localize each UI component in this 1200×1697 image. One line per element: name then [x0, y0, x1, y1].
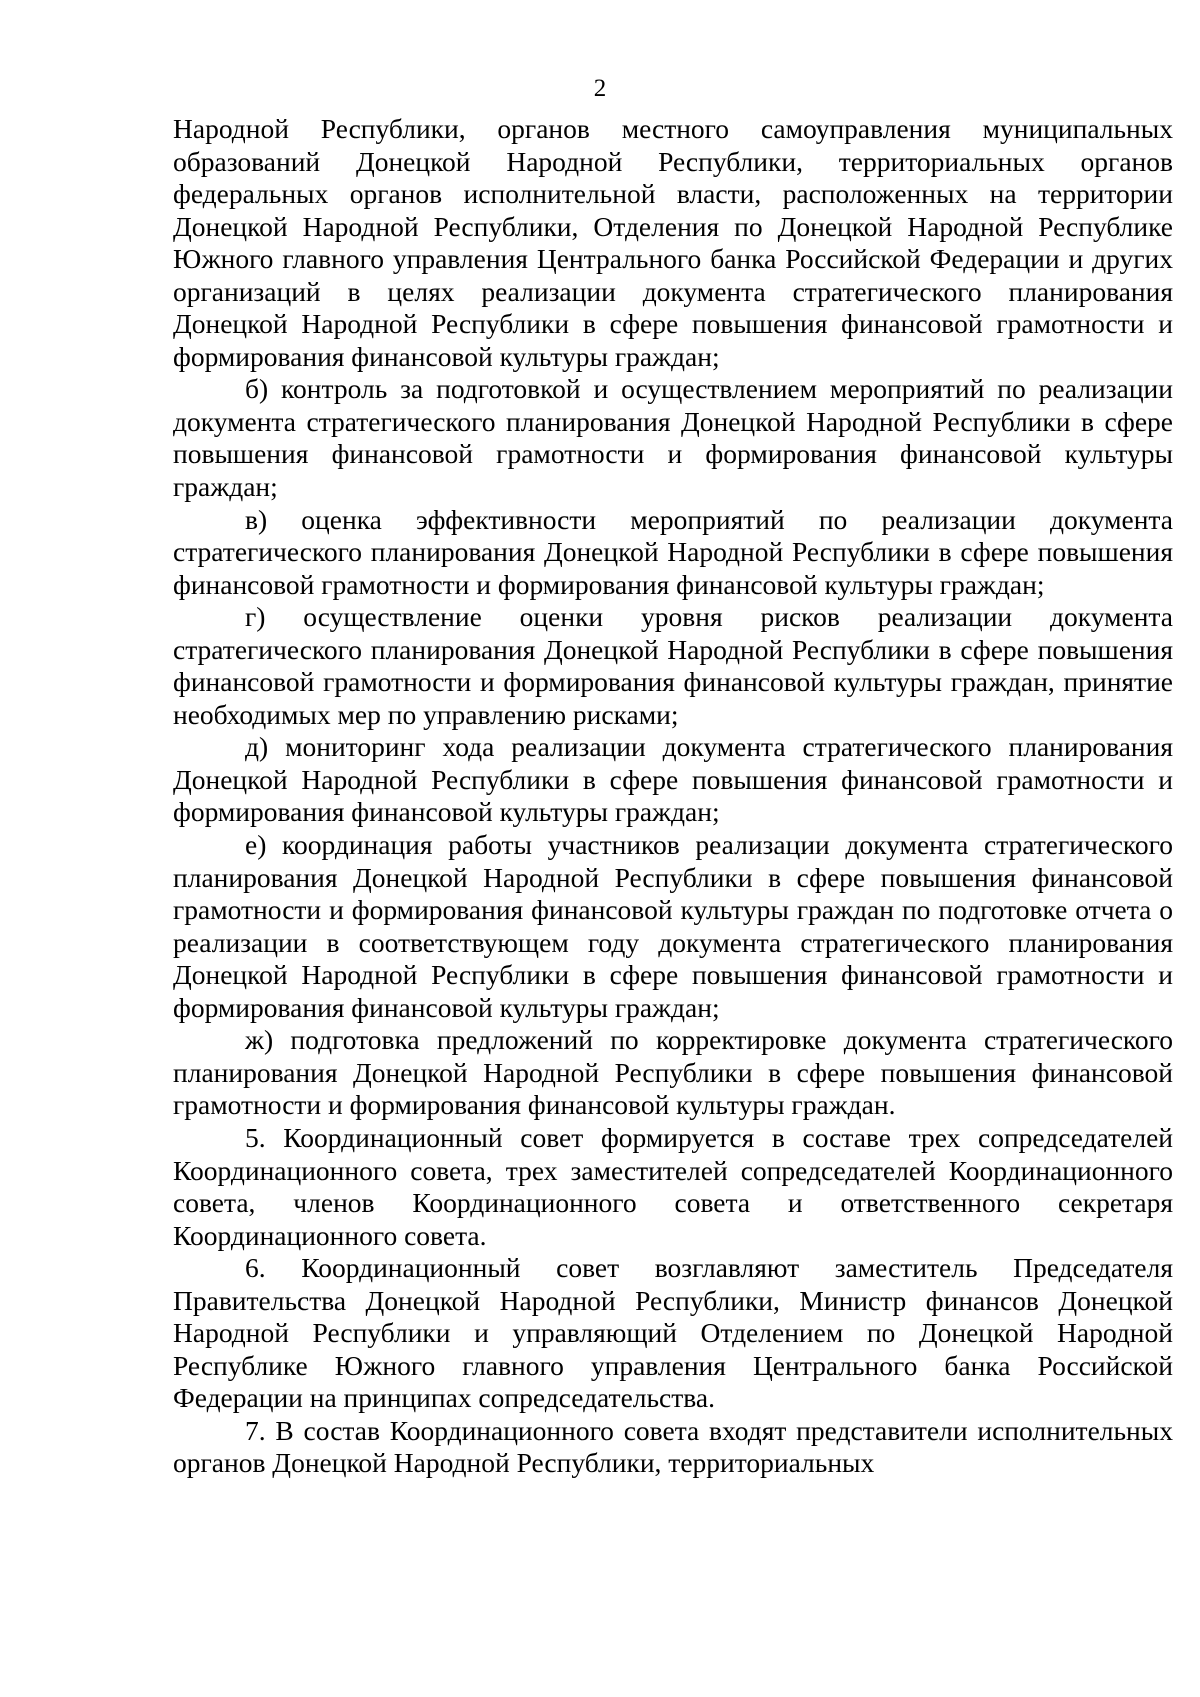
paragraph-clause-6: 6. Координационный совет возглавляют заместитель Председателя Правительства Донецкой Народной Республики, Министр финансов Донецкой Народной Республики и управляющий Отделением по Донецкой Народной Республике Южного главного управления Центрального банка Российской Федерации на принципах сопредседательства. — [173, 1252, 1173, 1414]
paragraph-clause-5: 5. Координационный совет формируется в составе трех сопредседателей Координационного совета, трех заместителей сопредседателей Координационного совета, членов Координационного совета и ответственного секретаря Координационного совета. — [173, 1121, 1173, 1251]
paragraph-item-b: б) контроль за подготовкой и осуществлением мероприятий по реализации документа стратегического планирования Донецкой Народной Республики в сфере повышения финансовой грамотности и формирования финансовой культуры граждан; — [173, 373, 1173, 503]
paragraph-item-zh: ж) подготовка предложений по корректировке документа стратегического планирования Донецкой Народной Республики в сфере повышения финансовой грамотности и формирования финансовой культуры граждан. — [173, 1024, 1173, 1121]
document-body — [173, 113, 1173, 1480]
paragraph-clause-7: 7. В состав Координационного совета входят представители исполнительных органов Донецкой Народной Республики, территориальных — [173, 1414, 1173, 1479]
paragraph-item-e: е) координация работы участников реализации документа стратегического планирования Донецкой Народной Республики в сфере повышения финансовой грамотности и формирования финансовой культуры граждан по подготовке отчета о реализации в соответствующем году документа стратегического планирования Донецкой Народной Республики в сфере повышения финансовой грамотности и формирования финансовой культуры граждан; — [173, 829, 1173, 1023]
paragraph-continuation: Народной Республики, органов местного самоуправления муниципальных образований Донецкой Народной Республики, территориальных органов федеральных органов исполнительной власти, расположенных на территории Донецкой Народной Республики, Отделения по Донецкой Народной Республике Южного главного управления Центрального банка Российской Федерации и других организаций в целях реализации документа стратегического планирования Донецкой Народной Республики в сфере повышения финансовой грамотности и формирования финансовой культуры граждан; — [173, 113, 1173, 372]
paragraph-item-v: в) оценка эффективности мероприятий по реализации документа стратегического планирования Донецкой Народной Республики в сфере повышения финансовой грамотности и формирования финансовой культуры граждан; — [173, 503, 1173, 600]
page-number: 2 — [593, 75, 607, 102]
paragraph-item-g: г) осуществление оценки уровня рисков реализации документа стратегического планирования Донецкой Народной Республики в сфере повышения финансовой грамотности и формирования финансовой культуры граждан, принятие необходимых мер по управлению рисками; — [173, 601, 1173, 730]
paragraph-item-d: д) мониторинг хода реализации документа стратегического планирования Донецкой Народной Республики в сфере повышения финансовой грамотности и формирования финансовой культуры граждан; — [173, 731, 1173, 828]
